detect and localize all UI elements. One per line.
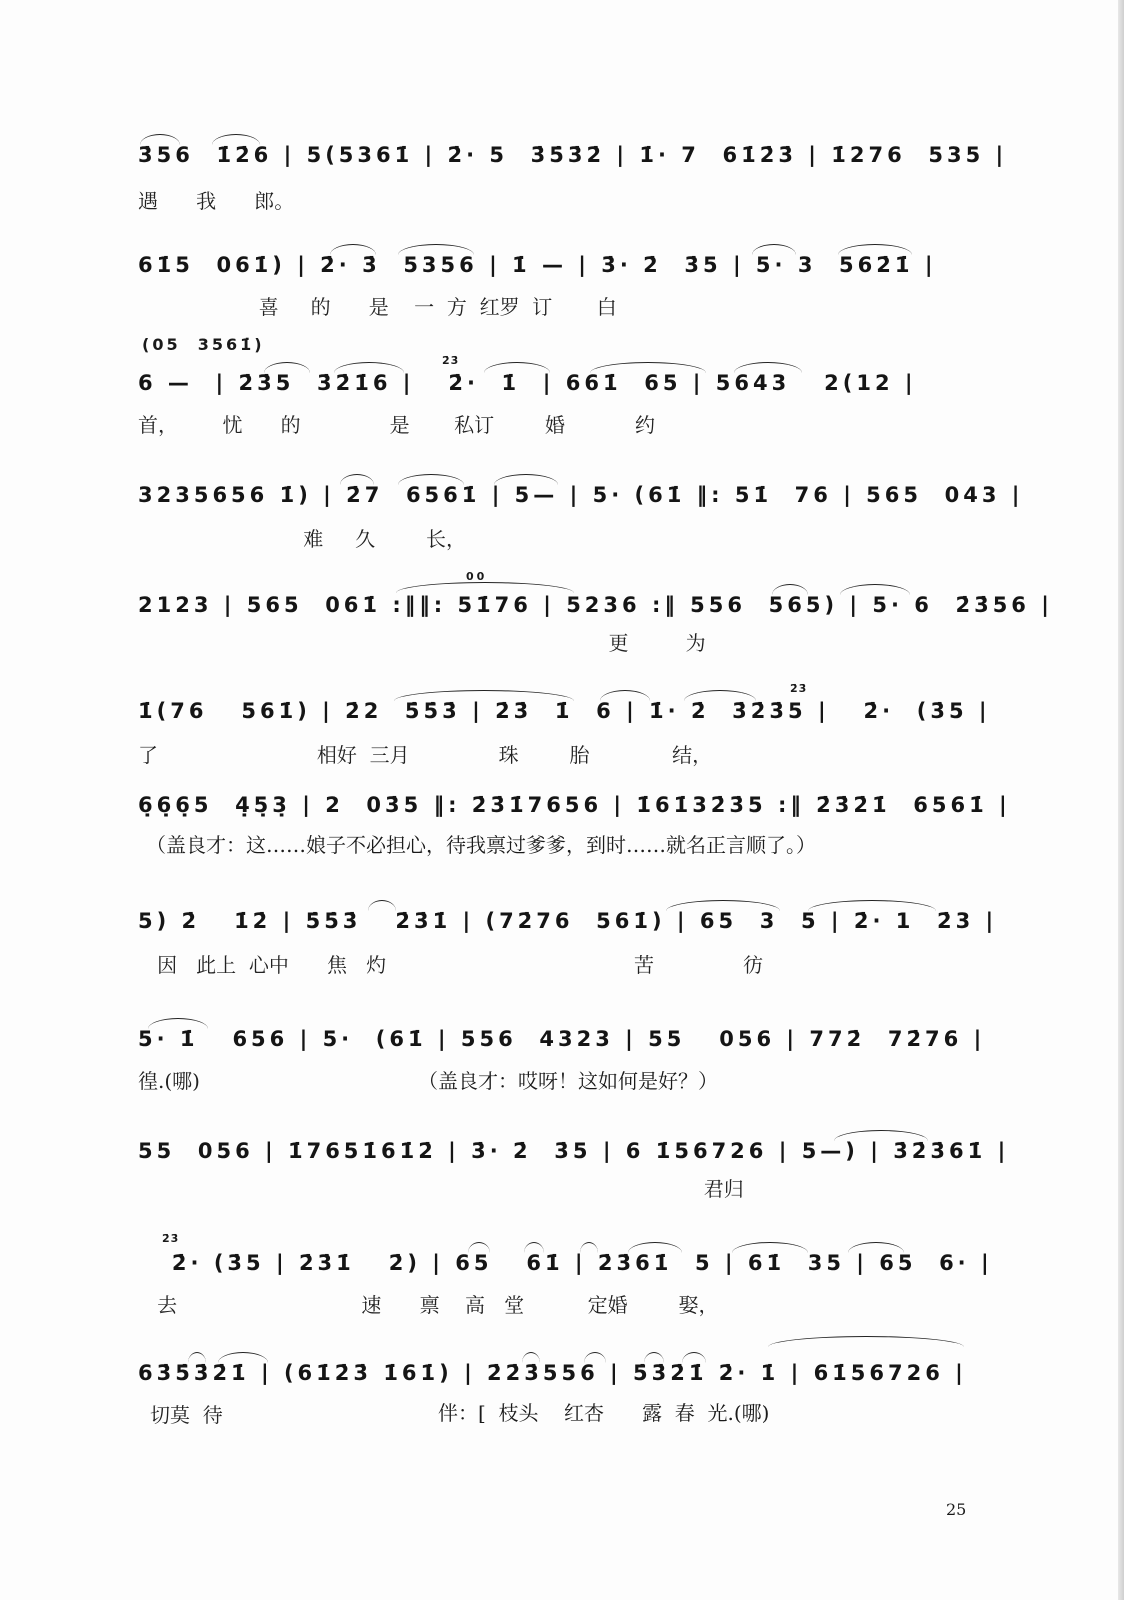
slur [330,244,376,255]
slur [140,134,180,145]
slur [838,244,912,255]
slur [834,1130,928,1141]
slur [340,474,374,485]
grace-note: 2̇3̇ [790,682,808,695]
companion-line: 伴：[ 枝头 红杏 露 春 光.(哪) [438,1401,770,1425]
lyrics-line-10: 君归 [138,1177,744,1201]
slur [398,244,474,255]
slur [848,1242,904,1253]
spoken-line-2: （盖良才：哎呀！这如何是好？） [418,1069,718,1093]
slur [468,1242,490,1253]
notation-line-9: 5· 1̇ 656 | 5· (61̇ | 556 4323 | 55 056 | 772̇ 72̇76 | [138,1027,986,1051]
notation-line-11: 2̇· (3̇5 | 2̇3̇1̇ 2̇) | 65 61̇ | 2̇3̇61̇ 5 | 61̇ 35 | 65 6· | [138,1251,993,1275]
notation-line-8: 5) 2̇ 1̇2̇ | 5̇5̇3̇ 2̇3̇1̇ | (72̇76 561̇) | 65 3 5 | 2̇· 1 2̇3 | [138,909,998,933]
lyrics-line-5: 更 为 [138,631,706,655]
notation-line-1: 3̇56 1̇2̇6 | 5(5361̇ | 2̇· 5 3̇5̇3̇2̇ | 1̇· 7 61̇2̇3̇ | 1̇276 535 | [138,143,1008,167]
slur [334,362,404,373]
lyrics-line-4: 难 久 长， [138,527,466,551]
page-number: 25 [946,1500,967,1519]
slur [264,362,310,373]
spoken-line-1: （盖良才：这……娘子不必担心，待我禀过爹爹，到时……就名正言顺了。） [146,833,816,857]
slur [218,1352,268,1363]
slur [684,690,756,701]
notation-line-10: 55 056 | 1̇7651̇61̇2̇ | 3̇· 2̇ 3̇5 | 6 1̇56726 | 5—) | 3̇2̇3̇61̇ | [138,1139,1010,1163]
slur [666,900,780,911]
slur [522,1352,540,1363]
slur [772,584,808,595]
slur [394,690,574,701]
notation-line-12: 63̇5̇3̇2̇1̇ | (61̇2̇3̇ 1̇61̇) | 2̇2̇3̇556 | 5̇3̇2̇1̇ 2̇· 1̇ | 61̇56726 | [138,1361,967,1385]
slur [600,690,650,701]
lyrics-line-2: 喜 的 是 一 方 红罗 订 白 [138,295,617,319]
slur [580,1242,598,1253]
notation-line-2: 61̇5 061̇) | 2̇· 3̇ 5356 | 1̇ — | 3̇· 2̇ 3̇5 | 5· 3 562̇1̇ | [138,253,937,277]
slur [628,1242,682,1253]
slur [682,1352,706,1363]
notation-line-6: 1̇(76 561̇) | 2̇2 5̇5̇3̇ | 2̇3̇ 1̇ 6 | 1̇· 2̇ 3̇2̇3̇5 | 2̇· (3̇5 | [138,699,991,723]
slur [524,1242,544,1253]
lyrics-line-11: 去 速 禀 高 堂 定婚 娶， [138,1293,719,1317]
slur [584,1352,606,1363]
slur [398,474,464,485]
notation-line-3: 6 — | 2̇3̇5 3̇2̇1̇6 | 2̇· 1̇ | 661̇ 65 | 5643 2(12 | [138,371,917,395]
scan-edge [1118,0,1124,1600]
repeat-mark: 00 [466,570,488,583]
lyrics-line-8: 因 此上 心中 焦 灼 苦 彷 [138,953,764,977]
slur [368,900,396,911]
lyrics-line-9: 徨.(哪) [138,1069,200,1093]
slur [840,584,910,595]
slur [768,1336,964,1347]
lyrics-line-6: 了 相好 三月 珠 胎 结， [138,743,713,767]
slur [590,362,706,373]
slur [752,244,796,255]
aside-notation: (05 3561̇) [142,335,265,354]
slur [212,134,260,145]
lyrics-line-3: 首， 忧 的 是 私订 婚 约 [138,413,655,437]
slur [644,1352,664,1363]
notation-line-4: 3235656 1̇) | 2̇7 6561̇ | 5— | 5· (61̇ ‖: 51̇ 76 | 565 043 | [138,483,1024,507]
lyrics-line-12: 切莫 待 [150,1403,223,1427]
grace-note: 2̇3̇ [442,354,460,367]
slur [484,362,550,373]
grace-note: 2̇3̇ [162,1232,180,1245]
slur [734,362,802,373]
slur [732,1242,808,1253]
slur [188,1352,206,1363]
slur [494,474,558,485]
notation-line-5: 2123 | 565 061̇ :‖‖: 51̇76 | 5236 :‖ 556 565) | 5· 6 2̇3̇56 | [138,593,1053,617]
slur [808,900,936,911]
slur [148,1018,208,1029]
notation-line-7: 6̣6̣6̣5 4̣5̣3̣ | 2 03̇5 ‖: 2̇3̇1̇7656 | 1̇61̇32̇3̇5 :‖ 2̇3̇2̇1̇ 6561̇ | [138,793,1011,817]
lyrics-line-1: 遇 我 郎。 [138,189,295,213]
